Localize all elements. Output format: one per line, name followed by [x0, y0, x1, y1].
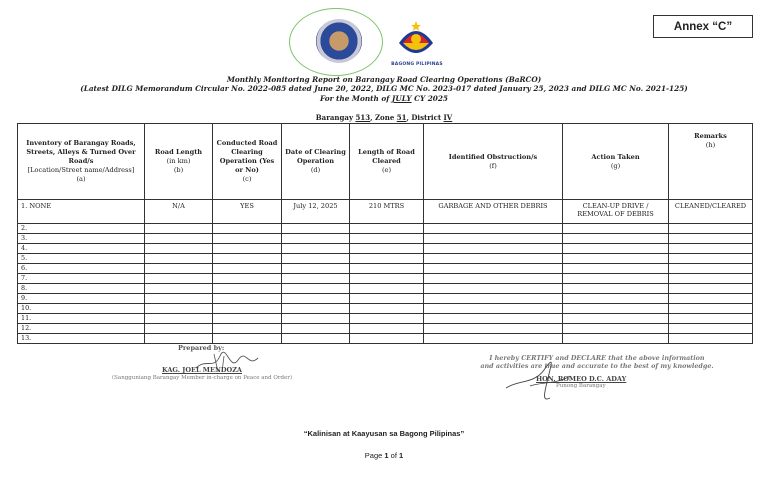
table-cell: [350, 224, 424, 234]
table-cell: [282, 334, 350, 344]
table-cell: [213, 254, 282, 264]
table-cell: [213, 324, 282, 334]
table-cell: [145, 304, 213, 314]
table-cell: [424, 304, 563, 314]
col-header-obstructions: Identified Obstruction/s (f): [424, 124, 563, 200]
table-row: [18, 284, 753, 294]
table-cell: [282, 314, 350, 324]
page-number: Page 1 of 1: [364, 451, 404, 460]
table-cell: [213, 334, 282, 344]
table-cell: [669, 284, 753, 294]
table-cell: [213, 284, 282, 294]
certified-by-name: HON. ROMEO D.C. ADAY: [536, 375, 627, 383]
table-cell: [669, 234, 753, 244]
table-row: [18, 200, 753, 224]
table-cell: [424, 234, 563, 244]
table-cell: [282, 294, 350, 304]
table-cell: July 12, 2025: [282, 200, 350, 224]
bagong-pilipinas-logo-icon: [393, 17, 439, 65]
table-cell: [669, 254, 753, 264]
table-cell: 12.: [18, 324, 145, 334]
table-cell: [145, 324, 213, 334]
table-cell: [563, 334, 669, 344]
table-cell: [563, 244, 669, 254]
table-row: [18, 304, 753, 314]
table-cell: 13.: [18, 334, 145, 344]
table-cell: 5.: [18, 254, 145, 264]
table-cell: [350, 244, 424, 254]
table-cell: 11.: [18, 314, 145, 324]
table-cell: [282, 264, 350, 274]
table-row: [18, 254, 753, 264]
table-row: [18, 294, 753, 304]
table-cell: [350, 304, 424, 314]
table-cell: [213, 294, 282, 304]
table-cell: [213, 304, 282, 314]
barangay-line: Barangay 513, Zone 51, District IV: [315, 113, 453, 122]
table-cell: [282, 274, 350, 284]
table-cell: [424, 244, 563, 254]
col-header-road-length: Road Length (in km) (b): [145, 124, 213, 200]
table-cell: [282, 284, 350, 294]
table-cell: 7.: [18, 274, 145, 284]
table-cell: [145, 314, 213, 324]
table-cell: [669, 304, 753, 314]
table-cell: 210 MTRS: [350, 200, 424, 224]
table-cell: 8.: [18, 284, 145, 294]
district-number: IV: [443, 113, 453, 122]
table-cell: [424, 254, 563, 264]
col-header-conducted: Conducted Road Clearing Operation (Yes or No) (c): [213, 124, 282, 200]
table-cell: [669, 334, 753, 344]
bagong-pilipinas-logo-text: BAGONG PILIPINAS: [391, 62, 443, 67]
table-cell: [350, 334, 424, 344]
table-cell: [424, 314, 563, 324]
table-cell: [669, 224, 753, 234]
table-cell: [350, 264, 424, 274]
table-row: [18, 314, 753, 324]
prepared-by-name: KAG. JOEL MENDOZA: [162, 366, 242, 374]
table-cell: [213, 244, 282, 254]
col-header-action: Action Taken (g): [563, 124, 669, 200]
road-clearing-table: [17, 123, 753, 344]
certified-by-role: Punong Barangay: [556, 383, 606, 389]
table-cell: [213, 234, 282, 244]
annex-label: Annex “C”: [653, 15, 753, 38]
table-cell: [282, 254, 350, 264]
table-row: [18, 264, 753, 274]
table-cell: [424, 284, 563, 294]
table-cell: [563, 304, 669, 314]
table-cell: [424, 224, 563, 234]
col-header-date: Date of Clearing Operation (d): [282, 124, 350, 200]
table-row: [18, 334, 753, 344]
table-cell: CLEAN-UP DRIVE / REMOVAL OF DEBRIS: [563, 200, 669, 224]
barangay-number: 513: [355, 113, 371, 122]
table-cell: [145, 334, 213, 344]
table-cell: 3.: [18, 234, 145, 244]
col-header-length-cleared: Length of Road Cleared (e): [350, 124, 424, 200]
table-cell: [145, 284, 213, 294]
table-row: [18, 224, 753, 234]
report-title: Monthly Monitoring Report on Barangay Road Clearing Operations (BaRCO): [226, 75, 542, 84]
table-cell: [350, 284, 424, 294]
table-cell: 9.: [18, 294, 145, 304]
table-cell: [350, 234, 424, 244]
table-cell: [563, 284, 669, 294]
table-cell: [669, 244, 753, 254]
barangay-seal-icon: [316, 19, 362, 63]
table-cell: [424, 264, 563, 274]
table-cell: [282, 324, 350, 334]
table-cell: YES: [213, 200, 282, 224]
table-cell: [563, 274, 669, 284]
table-row: [18, 244, 753, 254]
motto: “Kalinisan at Kaayusan sa Bagong Pilipinas”: [303, 429, 465, 438]
table-row: [18, 324, 753, 334]
table-cell: [282, 304, 350, 314]
report-month: For the Month of JULY CY 2025: [319, 94, 448, 103]
table-cell: [669, 324, 753, 334]
table-row: [18, 234, 753, 244]
table-cell: [563, 254, 669, 264]
certification-statement: I hereby CERTIFY and DECLARE that the above information and activities are true and accurate to the best of my knowledge.: [480, 354, 714, 370]
table-cell: [145, 294, 213, 304]
table-cell: [145, 264, 213, 274]
col-header-inventory: Inventory of Barangay Roads, Streets, Alleys & Turned Over Road/s [Location/Street name/Address] (a): [18, 124, 145, 200]
table-cell: [282, 234, 350, 244]
col-header-remarks: Remarks (h): [669, 124, 753, 200]
table-cell: [563, 224, 669, 234]
table-cell: [213, 264, 282, 274]
table-cell: 10.: [18, 304, 145, 314]
zone-number: 51: [396, 113, 407, 122]
table-cell: [424, 274, 563, 284]
table-cell: [424, 294, 563, 304]
table-cell: [563, 234, 669, 244]
table-cell: [282, 244, 350, 254]
prepared-by-label: Prepared by:: [178, 344, 225, 352]
table-cell: 1. NONE: [18, 200, 145, 224]
table-cell: CLEANED/CLEARED: [669, 200, 753, 224]
table-cell: [350, 274, 424, 284]
prepared-by-role: (Sangguniang Barangay Member in-charge on Peace and Order): [112, 375, 293, 381]
table-cell: [145, 234, 213, 244]
month-value: JULY: [391, 94, 412, 103]
table-header-row: [18, 124, 753, 200]
table-cell: [669, 274, 753, 284]
table-cell: 2.: [18, 224, 145, 234]
table-cell: N/A: [145, 200, 213, 224]
table-cell: [213, 224, 282, 234]
table-cell: [145, 274, 213, 284]
table-cell: 6.: [18, 264, 145, 274]
table-cell: [563, 294, 669, 304]
table-cell: [669, 314, 753, 324]
table-cell: [350, 314, 424, 324]
table-cell: [424, 334, 563, 344]
table-cell: [145, 254, 213, 264]
report-subtitle: (Latest DILG Memorandum Circular No. 2022-085 dated June 20, 2022, DILG MC No. 2023-017 dated January 25, 2023 and DILG MC No. 2021-125): [80, 84, 688, 93]
table-row: [18, 274, 753, 284]
table-cell: [563, 324, 669, 334]
table-cell: GARBAGE AND OTHER DEBRIS: [424, 200, 563, 224]
table-cell: [563, 264, 669, 274]
table-cell: 4.: [18, 244, 145, 254]
table-cell: [424, 324, 563, 334]
table-cell: [213, 314, 282, 324]
table-cell: [563, 314, 669, 324]
table-cell: [350, 254, 424, 264]
table-cell: [145, 224, 213, 234]
table-cell: [669, 294, 753, 304]
table-cell: [350, 324, 424, 334]
table-cell: [213, 274, 282, 284]
table-cell: [145, 244, 213, 254]
table-cell: [282, 224, 350, 234]
table-cell: [669, 264, 753, 274]
table-cell: [350, 294, 424, 304]
